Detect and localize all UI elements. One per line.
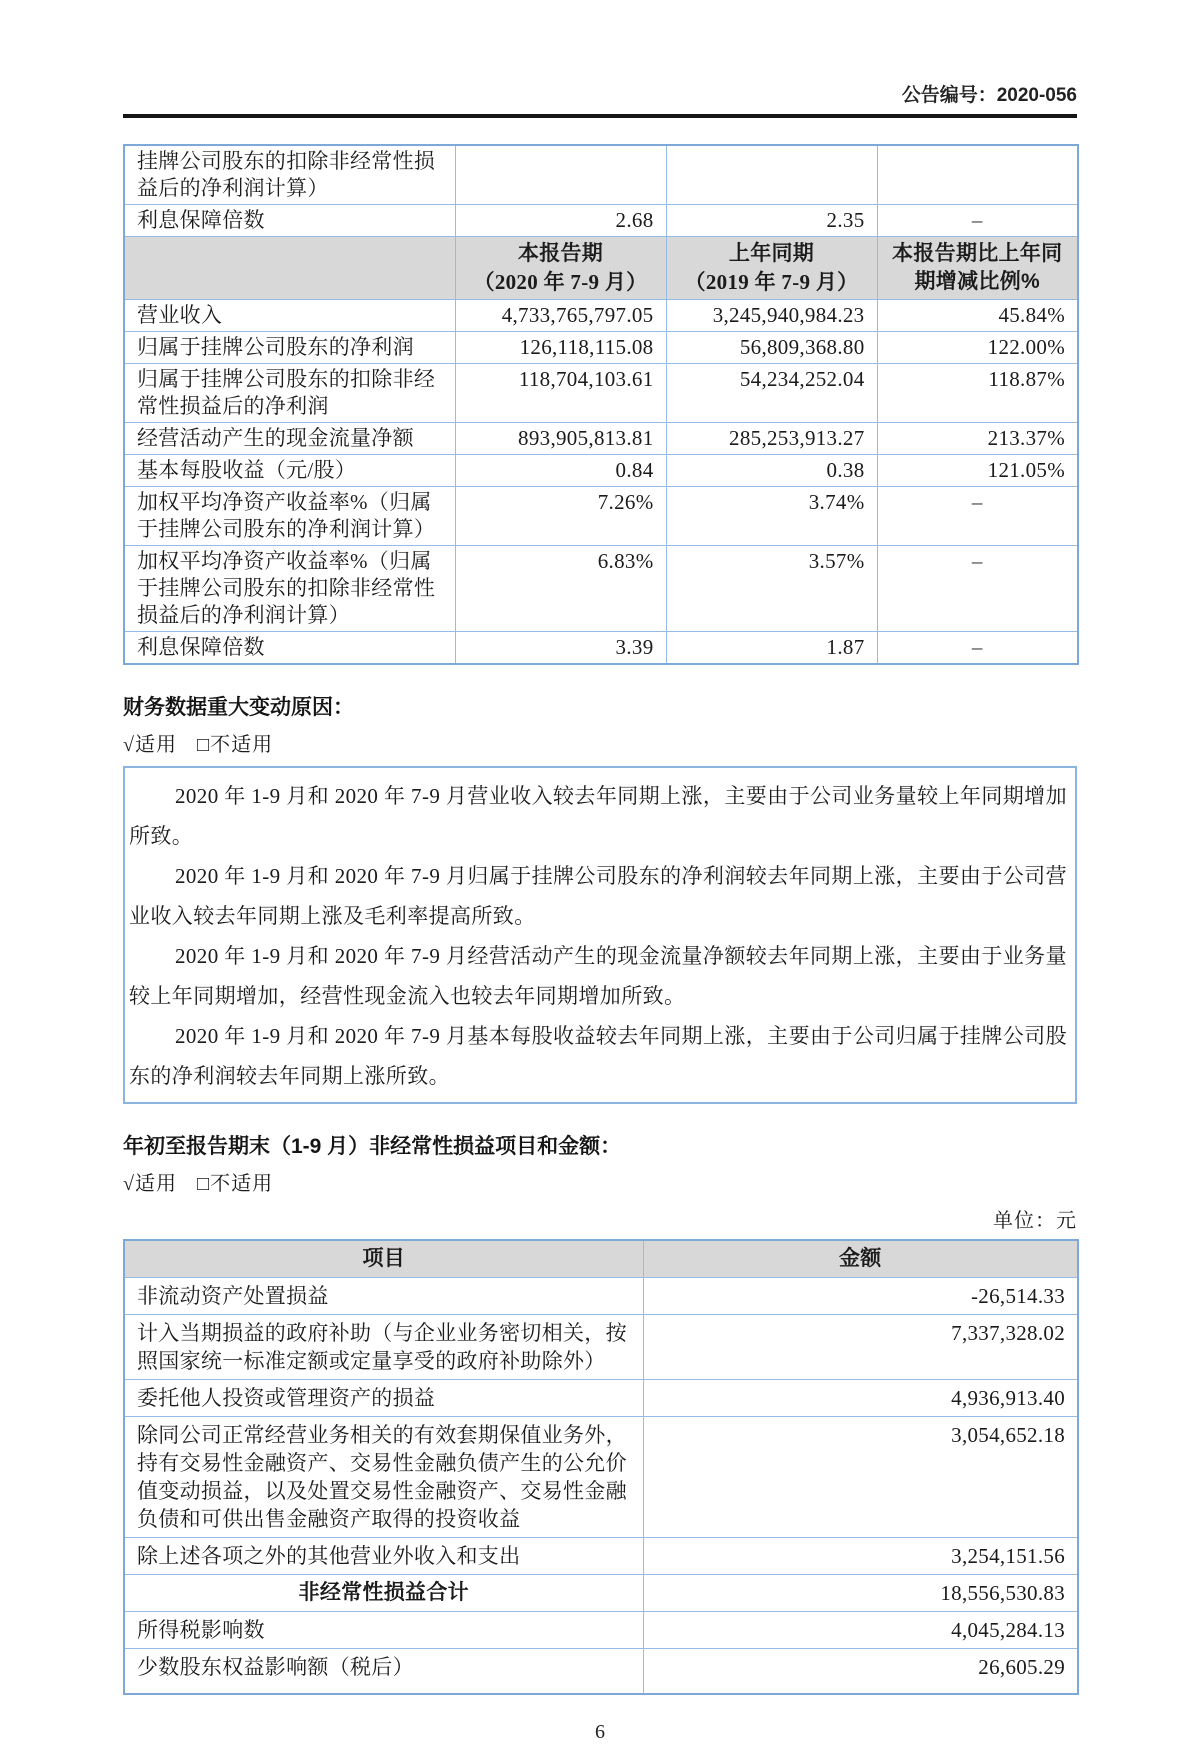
table1-period-header-row [124,237,1078,300]
table1-row [124,332,1078,364]
table1-header-line: 期增减比例% [914,270,1040,293]
table1-row-value: – [877,632,1078,665]
table1-header-cell [877,237,1078,300]
reason-paragraph: 2020 年 1-9 月和 2020 年 7-9 月归属于挂牌公司股东的净利润较去年同期上涨，主要由于公司营业收入较去年同期上涨及毛利率提高所致。 [129,864,1067,928]
table1-row-value: 126,118,115.08 [455,332,666,364]
table1-row-label: 加权平均净资产收益率%（归属于挂牌公司股东的净利润计算） [124,487,455,546]
table2-row-label: 非经常性损益合计 [124,1575,643,1612]
reason-paragraph: 2020 年 1-9 月和 2020 年 7-9 月基本每股收益较去年同期上涨，主要由于公司归属于挂牌公司股东的净利润较去年同期上涨所致。 [129,1024,1067,1088]
table2-row-label: 非流动资产处置损益 [124,1278,643,1315]
non-recurring-items-table [123,1239,1079,1695]
table1-row-value [666,145,877,205]
table2-row-amount: 4,045,284.13 [643,1612,1078,1649]
table1-row-value: 3.39 [455,632,666,665]
table1-row-value: 0.84 [455,455,666,487]
table1-row-value: 1.87 [666,632,877,665]
table1-row-label: 利息保障倍数 [124,205,455,237]
table1-row-value: 6.83% [455,546,666,632]
table2-header-row [124,1240,1078,1278]
table1-header-cell [124,237,455,300]
table1-row-value: 285,253,913.27 [666,423,877,455]
reason-paragraph: 2020 年 1-9 月和 2020 年 7-9 月营业收入较去年同期上涨，主要由于公司业务量较上年同期增加所致。 [129,784,1067,848]
document-page [123,0,1077,1744]
table1-header-cell [666,237,877,300]
table2-row-label: 委托他人投资或管理资产的损益 [124,1380,643,1417]
table1-row-value: 4,733,765,797.05 [455,300,666,332]
table1-row-label: 归属于挂牌公司股东的净利润 [124,332,455,364]
table1-row-value: 3.57% [666,546,877,632]
table2-row-label: 计入当期损益的政府补助（与企业业务密切相关，按照国家统一标准定额或定量享受的政府补助除外） [124,1315,643,1380]
table1-row-value: 45.84% [877,300,1078,332]
table1-row-value: 118.87% [877,364,1078,423]
not-applicable-checkbox-label: □不适用 [196,734,274,756]
table2-header-amount: 金额 [643,1240,1078,1278]
table1-row-value: 54,234,252.04 [666,364,877,423]
table1-header-line: （2020 年 7-9 月） [473,270,648,294]
table1-row-value: – [877,205,1078,237]
table2-row [124,1649,1078,1695]
not-applicable-checkbox-label: □不适用 [196,1173,274,1195]
table2-row [124,1380,1078,1417]
table1-row [124,487,1078,546]
page-number: 6 [595,1721,605,1743]
table1-row-value: 2.35 [666,205,877,237]
page-header [123,0,1077,107]
table1-row-label: 加权平均净资产收益率%（归属于挂牌公司股东的扣除非经常性损益后的净利润计算） [124,546,455,632]
table1-row [124,145,1078,205]
reason-paragraph: 2020 年 1-9 月和 2020 年 7-9 月经营活动产生的现金流量净额较去年同期上涨，主要由于业务量较上年同期增加，经营性现金流入也较去年同期增加所致。 [129,944,1067,1008]
table2-row-amount: 4,936,913.40 [643,1380,1078,1417]
table2-row-label: 除同公司正常经营业务相关的有效套期保值业务外，持有交易性金融资产、交易性金融负债产生的公允价值变动损益，以及处置交易性金融资产、交易性金融负债和可供出售金融资产取得的投资收益 [124,1417,643,1538]
table1-row-value: 213.37% [877,423,1078,455]
table1-row [124,205,1078,237]
table2-row [124,1278,1078,1315]
table1-row-value [455,145,666,205]
table1-header-line: 本报告期 [517,242,604,265]
table2-row-amount: 3,054,652.18 [643,1417,1078,1538]
section1-title: 财务数据重大变动原因： [123,696,354,719]
table1-row-value: 56,809,368.80 [666,332,877,364]
table2-row-label: 所得税影响数 [124,1612,643,1649]
table1-row-value: 121.05% [877,455,1078,487]
section2-title: 年初至报告期末（1-9 月）非经常性损益项目和金额： [123,1135,622,1158]
table1-row-label: 利息保障倍数 [124,632,455,665]
table2-row-amount: 3,254,151.56 [643,1538,1078,1575]
table2-row-amount: 7,337,328.02 [643,1315,1078,1380]
table1-row-label: 经营活动产生的现金流量净额 [124,423,455,455]
section1-applicability [123,728,1077,757]
table1-row [124,632,1078,665]
table1-row-value: 122.00% [877,332,1078,364]
reasons-box [123,766,1077,1104]
financial-summary-table [123,144,1079,665]
section2-applicability [123,1167,1077,1196]
table2-row [124,1315,1078,1380]
applicable-check-label: √适用 [123,734,177,756]
table2-row [124,1612,1078,1649]
table1-header-line: 上年同期 [728,242,815,265]
table1-row [124,364,1078,423]
doc-number: 公告编号：2020-056 [901,85,1077,106]
table2-row-label: 少数股东权益影响额（税后） [124,1649,643,1695]
table2-header-item: 项目 [124,1240,643,1278]
table1-row-label: 归属于挂牌公司股东的扣除非经常性损益后的净利润 [124,364,455,423]
table1-row-value: 7.26% [455,487,666,546]
table1-row-value [877,145,1078,205]
table2-row-label: 除上述各项之外的其他营业外收入和支出 [124,1538,643,1575]
table1-header-line: 本报告期比上年同 [892,242,1063,265]
table1-row-value: 118,704,103.61 [455,364,666,423]
table1-header-line: （2019 年 7-9 月） [684,270,859,294]
table1-row [124,300,1078,332]
table1-row-value: – [877,487,1078,546]
table2-row-amount: 26,605.29 [643,1649,1078,1695]
table1-row [124,455,1078,487]
table2-row [124,1538,1078,1575]
table1-row-label: 营业收入 [124,300,455,332]
table1-row-value: 2.68 [455,205,666,237]
table1-row [124,546,1078,632]
table1-row-value: – [877,546,1078,632]
table2-row-amount: 18,556,530.83 [643,1575,1078,1612]
table1-row [124,423,1078,455]
table2-row [124,1417,1078,1538]
header-rule [123,114,1077,118]
table1-row-value: 893,905,813.81 [455,423,666,455]
table1-row-value: 0.38 [666,455,877,487]
table1-row-value: 3.74% [666,487,877,546]
table1-row-label: 挂牌公司股东的扣除非经常性损益后的净利润计算） [124,145,455,205]
unit-label: 单位：元 [993,1210,1077,1232]
table1-header-cell [455,237,666,300]
table1-row-label: 基本每股收益（元/股） [124,455,455,487]
applicable-check-label: √适用 [123,1173,177,1195]
table1-row-value: 3,245,940,984.23 [666,300,877,332]
table2-row [124,1575,1078,1612]
table2-row-amount: -26,514.33 [643,1278,1078,1315]
